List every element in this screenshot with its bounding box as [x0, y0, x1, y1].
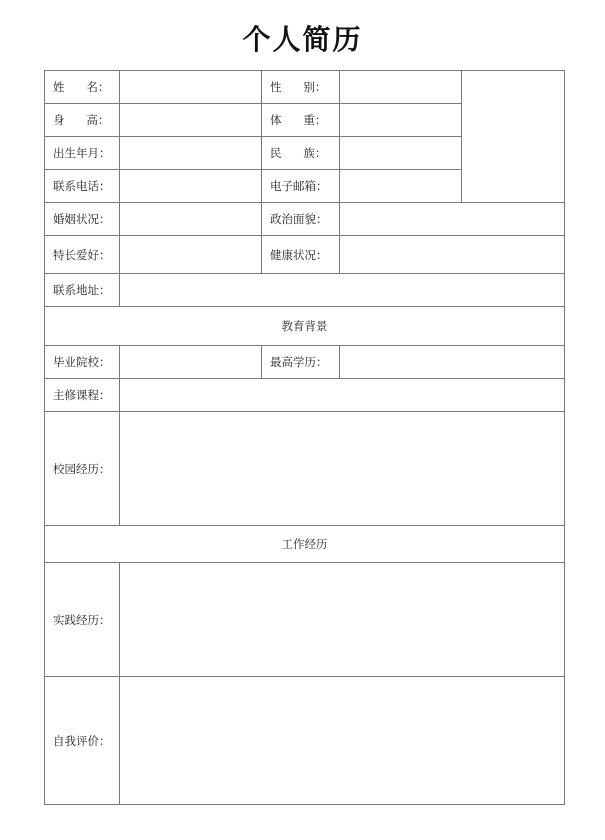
label-health-text: 健康状况：: [270, 247, 328, 262]
label-degree: [262, 346, 340, 379]
label-practice: [45, 563, 120, 677]
label-ethnicity: [262, 137, 340, 170]
section-work-text: 工作经历: [281, 537, 328, 551]
label-self-evaluation: [45, 677, 120, 805]
field-address[interactable]: [120, 274, 565, 307]
label-address: [45, 274, 120, 307]
label-hobbies-text: 特长爱好：: [53, 247, 111, 262]
label-gender: [262, 71, 340, 104]
field-campus[interactable]: [120, 412, 565, 526]
field-name[interactable]: [120, 71, 262, 104]
field-marital[interactable]: [120, 203, 262, 236]
field-political[interactable]: [340, 203, 565, 236]
label-phone: [45, 170, 120, 203]
label-phone-text: 联系电话：: [53, 179, 111, 193]
label-weight: [262, 104, 340, 137]
label-name: [45, 71, 120, 104]
label-height: [45, 104, 120, 137]
field-courses[interactable]: [120, 379, 565, 412]
field-height[interactable]: [120, 104, 262, 137]
section-education-text: 教育背景: [281, 319, 328, 333]
label-height-text: 身高：: [53, 113, 110, 127]
label-hobbies: [45, 236, 120, 274]
label-courses-text: 主修课程：: [53, 388, 111, 402]
label-political: [262, 203, 340, 236]
section-education-title: [45, 307, 565, 346]
field-birth[interactable]: [120, 137, 262, 170]
label-campus: [45, 412, 120, 526]
label-ethnicity-text: 民族：: [270, 146, 327, 160]
label-birth: [45, 137, 120, 170]
label-weight-text: 体重：: [270, 113, 327, 127]
field-school[interactable]: [120, 346, 262, 379]
label-email-text: 电子邮箱：: [270, 179, 328, 193]
field-gender[interactable]: [340, 71, 462, 104]
page-title: 个人简历: [242, 23, 363, 56]
label-birth-text: 出生年月：: [53, 146, 111, 160]
field-self-evaluation[interactable]: [120, 677, 565, 805]
field-hobbies[interactable]: [120, 236, 262, 274]
label-email: [262, 170, 340, 203]
label-name-text: 姓名：: [53, 80, 110, 94]
label-campus-text: 校园经历：: [53, 461, 111, 476]
field-phone[interactable]: [120, 170, 262, 203]
field-degree[interactable]: [340, 346, 565, 379]
field-email[interactable]: [340, 170, 462, 203]
field-health[interactable]: [340, 236, 565, 274]
label-degree-text: 最高学历：: [270, 355, 328, 369]
label-school-text: 毕业院校：: [53, 355, 111, 369]
field-weight[interactable]: [340, 104, 462, 137]
label-marital: [45, 203, 120, 236]
label-courses: [45, 379, 120, 412]
photo-box[interactable]: [462, 71, 565, 203]
label-self-evaluation-text: 自我评价：: [53, 733, 111, 748]
field-practice[interactable]: [120, 563, 565, 677]
label-practice-text: 实践经历：: [53, 612, 111, 627]
label-gender-text: 性别：: [270, 80, 327, 94]
label-address-text: 联系地址：: [53, 283, 111, 297]
section-work-title: [45, 526, 565, 563]
resume-table: [44, 70, 565, 805]
label-political-text: 政治面貌：: [270, 212, 328, 226]
field-ethnicity[interactable]: [340, 137, 462, 170]
label-marital-text: 婚姻状况：: [53, 212, 111, 226]
label-school: [45, 346, 120, 379]
label-health: [262, 236, 340, 274]
